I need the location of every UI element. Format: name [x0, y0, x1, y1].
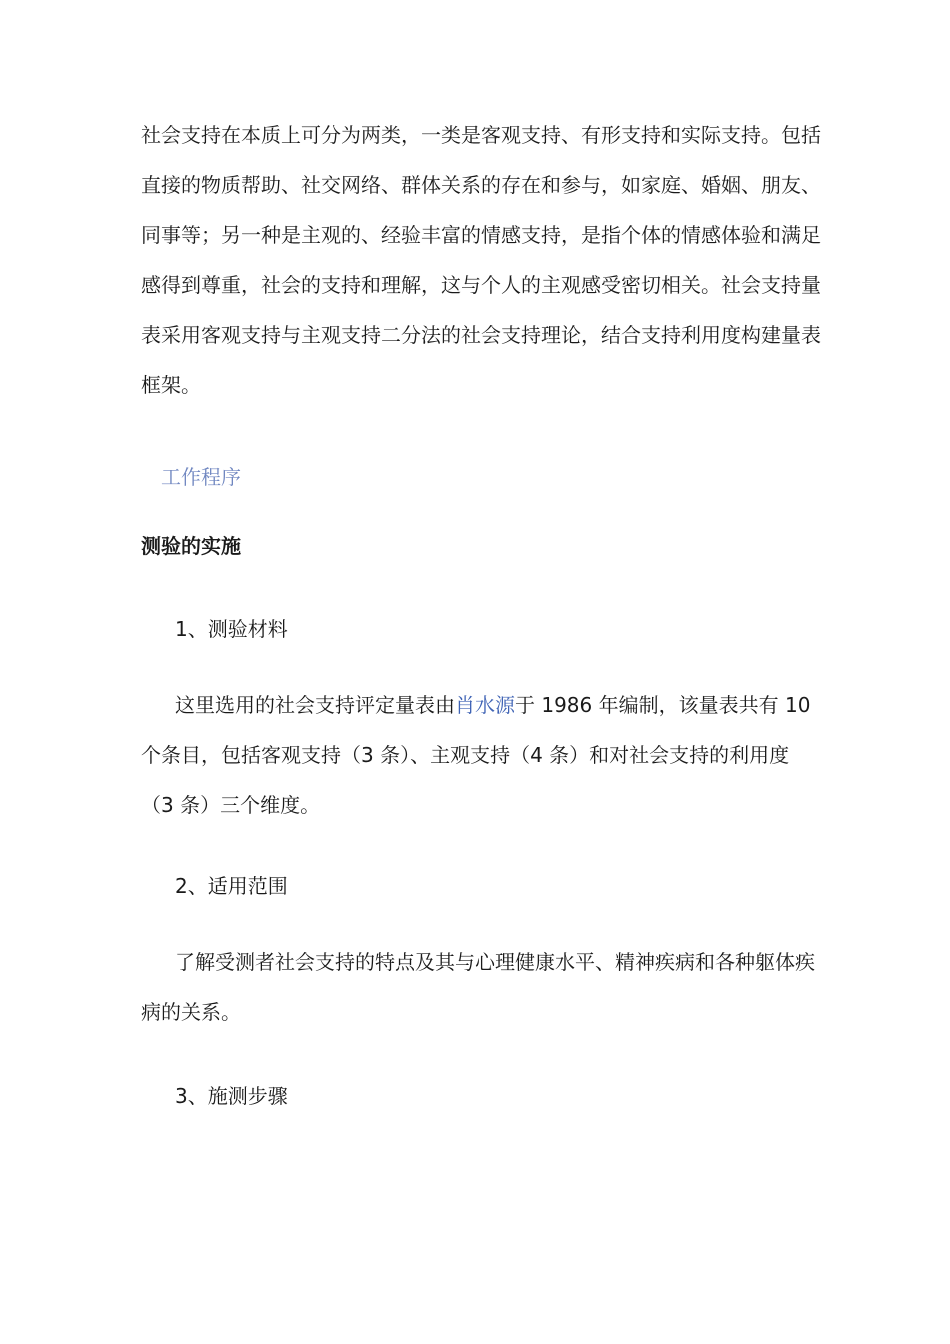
- materials-text-before: 这里选用的社会支持评定量表由: [175, 693, 455, 717]
- item-title-materials: 1、测验材料: [175, 617, 288, 641]
- materials-text-after: 于 1986 年编制，该量表共有 10 个条目，包括客观支持（3 条）、主观支持（4 条）和对社会支持的利用度（3 条）三个维度。: [141, 693, 811, 817]
- author-link[interactable]: 肖水源: [455, 693, 515, 717]
- item-title-steps: 3、施测步骤: [175, 1084, 288, 1108]
- scope-paragraph: 了解受测者社会支持的特点及其与心理健康水平、精神疾病和各种躯体疾病的关系。: [141, 950, 815, 1024]
- intro-paragraph: 社会支持在本质上可分为两类，一类是客观支持、有形支持和实际支持。包括直接的物质帮助、社交网络、群体关系的存在和参与，如家庭、婚姻、朋友、同事等；另一种是主观的、经验丰富的情感支持，是指个体的情感体验和满足感得到尊重，社会的支持和理解，这与个人的主观感受密切相关。社会支持量表采用客观支持与主观支持二分法的社会支持理论，结合支持利用度构建量表框架。: [141, 123, 821, 397]
- materials-paragraph: [141, 680, 821, 830]
- item-title-scope: 2、适用范围: [175, 874, 288, 898]
- subsection-heading: 测验的实施: [141, 534, 241, 558]
- section-heading: 工作程序: [161, 465, 241, 489]
